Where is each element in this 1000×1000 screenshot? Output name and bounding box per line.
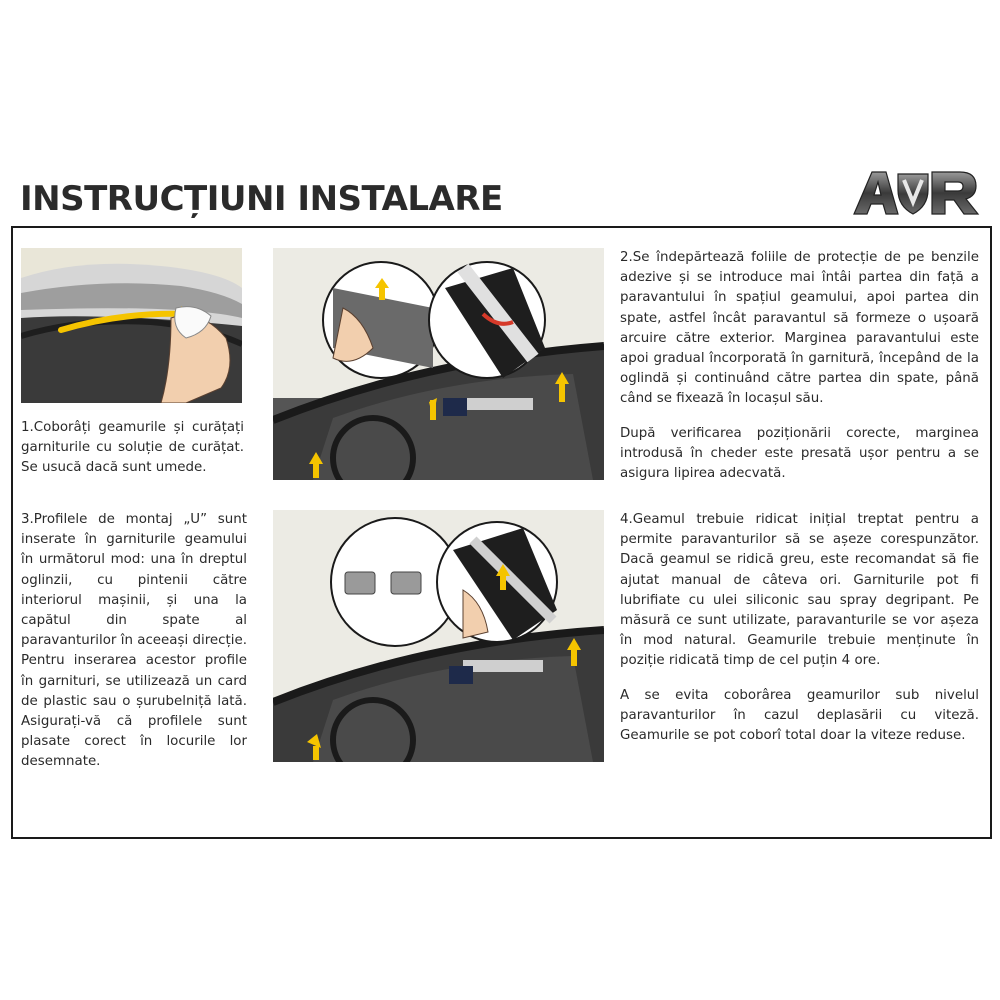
step3-paragraph: 3.Profilele de montaj „U” sunt inserate în garniturile geamului în următorul mod: una în dreptul oglinzii, cu pintenii către interiorul mașinii, și una la capătul din spate al paravanturilor în aceeași direcție. Pentru inserarea acestor profile în garnituri, se utilizează un card de plastic sau o șurubelniță lată. Asigurați-vă că profilele sunt plasate corect în locurile lor desemnate. [21,512,247,770]
step2-paragraph-2: După verificarea poziționării corecte, marginea introdusă în cheder este presată ușor pentru a se asigura lipirea adecvată. [620,425,979,482]
step2-text [620,248,979,484]
step4-paragraph-1: 4.Geamul trebuie ridicat inițial treptat pentru a permite paravanturilor să se așeze corespunzător. Dacă geamul se ridică greu, este recomandat să fie ajutat manual de câteva ori. Garniturile pot fi lubrifiate cu ulei siliconic sau spray degripant. Pe măsură ce sunt utilizate, paravanturile se vor așeza în mod natural. Geamurile trebuie menținute în poziție ridicată timp de cel puțin 4 ore. [620,512,979,669]
step4-text [620,510,979,746]
step2-illustration [273,248,604,480]
brand-logo [852,168,980,218]
step1-text [21,418,244,479]
step2-paragraph-1: 2.Se îndepărtează foliile de protecție de pe benzile adezive și se introduce mai întâi partea din față a paravantului în spațiul geamului, apoi partea din spate, astfel încât paravantul să formeze o ușoară arcuire către exterior. Marginea paravantului este apoi gradual încorporată în garnitură, începând de la oglindă și continuând către partea din spate, până când se fixează în locașul său. [620,250,979,407]
step1-illustration [21,248,242,403]
step4-paragraph-2: A se evita coborârea geamurilor sub nivelul paravanturilor în cazul deplasării cu viteză. Geamurile se pot coborî total doar la viteze reduse. [620,687,979,744]
step1-paragraph: 1.Coborâți geamurile și curățați garniturile cu soluție de curățat. Se usucă dacă sunt umede. [21,420,244,476]
page-title: INSTRUCȚIUNI INSTALARE [20,179,503,219]
step3-illustration [273,510,604,762]
step3-text [21,510,247,773]
